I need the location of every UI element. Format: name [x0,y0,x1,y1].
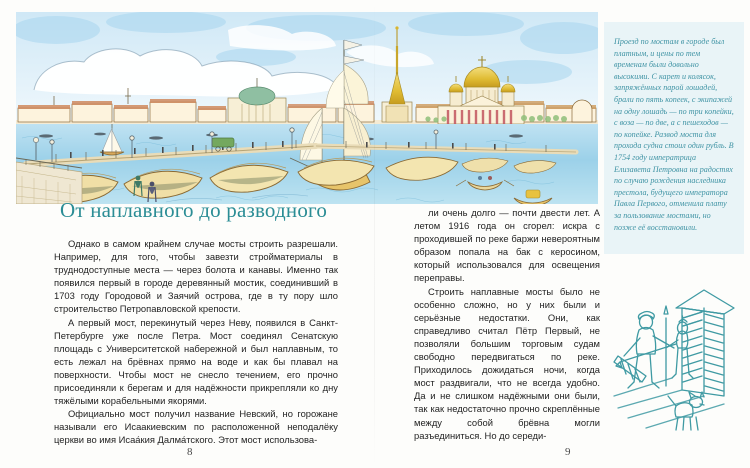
paragraph: Строить наплавные мосты было не особенно сложно, но у них были и серьёзные недостатки. Они, как справедливо считал Пётр Первый, не позволяли большим торговым судам свободно передвигаться по реке. Приходилось дожидаться ночи, когда мост раздвигали, что не всегда удобно. Да и не слишком надёжными они были, так как недостаточно прочно скреплённые между собой брёвна могли разъединиться. Но до середи- [414,285,600,441]
paragraph: Однако в самом крайнем случае мосты строить разрешали. Например, для того, чтобы завезти стройматериалы в труднодоступные места — через болота и канавы. Именно так появился первый в городе деревянный мостик, соединивший в 1703 году Городовой и Заячий острова, где в ту пору шло строительство Петропавловской крепости. [54,238,338,315]
page-title: От наплавного до разводного [60,198,328,222]
page-number-left: 8 [187,446,193,458]
sidebar-note-text: Проезд по мостам в городе был платным, и цены по тем временам были довольно высокими. С карет и колясок, запряжённых парой лошадей, брали по пять копеек, с экипажей на одну лошадь — по три копейки, с воза — по две, а с пешеходов — по копейке. Развод моста для прохода судна стоил один рубль. В 1754 году императрица Елизавета Петровна на радостях по случаю рождения наследника престола, будущего императора Павла Первого, отменила плату за пользование мостами, но позже её восстановили. [614,37,734,232]
paragraph: ли очень долго — почти двести лет. А летом 1916 года он сгорел: искра с проходившей по реке баржи невероятным образом попала на бак с керосином, который использовался для освещения переправы. [414,207,600,284]
paragraph: А первый мост, перекинутый через Неву, появился в Санкт-Петербурге уже после Петра. Мост соединял Сенатскую площадь с Университетской набережной и был наплавным, то есть лежал на брёвнах прямо на воде и как бы плавал на поверхности. Чтобы мост не снесло течением, его прочно присоединяли к берегам и для надёжности прикрепляли ко дну тяжёлыми корабельными якорями. [54,316,338,407]
toll-booth-vignette [612,278,746,446]
header-illustration [16,12,598,204]
illustration-canvas [16,12,598,204]
page-number-right: 9 [565,446,571,458]
vignette-canvas [612,278,746,446]
paragraph: Официально мост получил название Невский, но горожане называли его Исаакиевским по расположенной неподалёку церкви во имя Исаа́кия Далма́тского. Этот мост использова- [54,408,338,446]
right-column-text [414,206,600,442]
left-column-text [54,237,338,447]
page-gutter [374,0,375,468]
sidebar-note [604,22,744,254]
